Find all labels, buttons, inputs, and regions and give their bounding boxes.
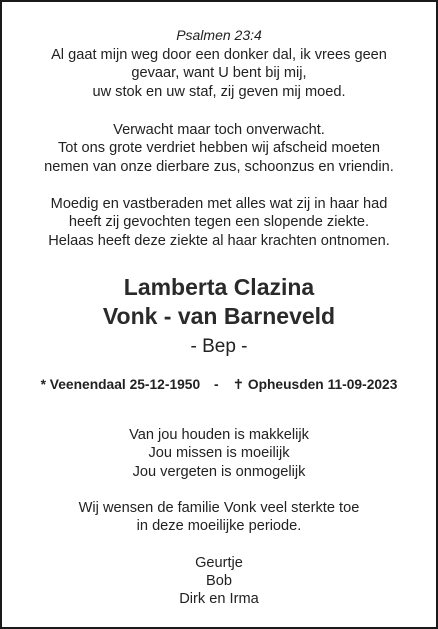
signature-name: Geurtje [195, 555, 243, 571]
deceased-surname: Vonk - van Barneveld [102, 303, 336, 329]
birth-date: * Veenendaal 25-12-1950 [40, 377, 201, 392]
announcement-paragraph [2, 121, 436, 176]
life-dates [2, 376, 436, 394]
date-separator: - [214, 377, 219, 392]
verse-line: Al gaat mijn weg door een donker dal, ik vrees geen [51, 47, 387, 63]
deceased-first-names: Lamberta Clazina [123, 274, 315, 300]
condolence-wish [2, 499, 436, 536]
verse-line: uw stok en uw staf, zij geven mij moed. [92, 83, 346, 100]
poem [2, 426, 436, 481]
illness-line: Helaas heeft deze ziekte al haar krachten ontnomen. [48, 232, 390, 249]
deceased-nickname: - Bep - [190, 336, 248, 357]
poem-line: Jou missen is moeilijk [148, 445, 290, 462]
illness-paragraph [2, 195, 436, 250]
wish-line: Wij wensen de familie Vonk veel sterkte toe [78, 500, 360, 516]
signatures [2, 554, 436, 608]
poem-line: Jou vergeten is onmogelijk [132, 463, 306, 480]
verse-text [2, 46, 436, 101]
verse-line: gevaar, want U bent bij mij, [131, 65, 307, 82]
illness-line: heeft zij gevochten tegen een slopende ziekte. [68, 214, 370, 231]
death-date: ✝ Opheusden 11-09-2023 [232, 377, 398, 392]
signature-name: Bob [206, 573, 232, 589]
announcement-line: nemen van onze dierbare zus, schoonzus en vriendin. [44, 158, 394, 175]
verse-reference: Psalmen 23:4 [176, 27, 262, 43]
signature-name: Dirk en Irma [179, 591, 259, 607]
poem-line: Van jou houden is makkelijk [129, 427, 309, 443]
wish-line: in deze moeilijke periode. [136, 518, 302, 535]
announcement-line: Tot ons grote verdriet hebben wij afscheid moeten [57, 140, 381, 157]
illness-line: Moedig en vastberaden met alles wat zij in haar had [50, 196, 388, 212]
announcement-line: Verwacht maar toch onverwacht. [113, 122, 325, 138]
